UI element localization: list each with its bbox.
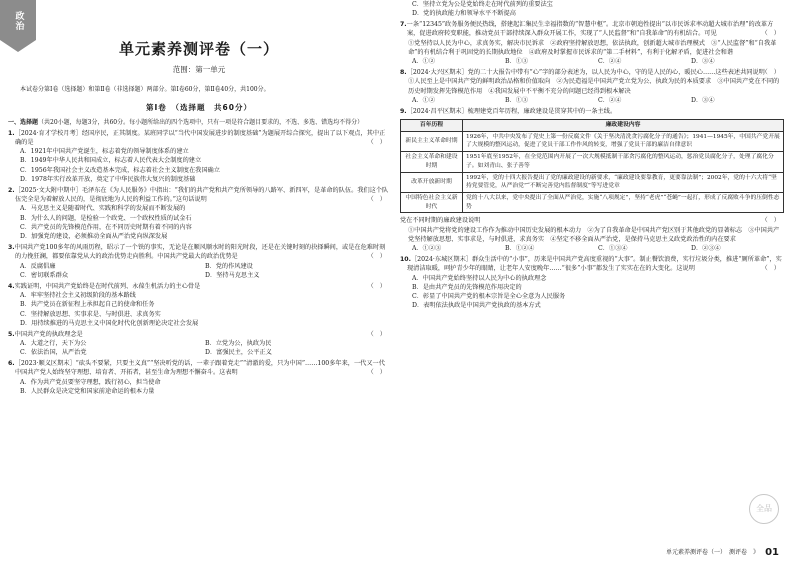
answer-option: C．坚持立党为公是党始终走在时代前列的重要法宝: [412, 1, 553, 8]
question-item: [400, 68, 784, 105]
answer-option: A．牢牢坚持社会主义初级阶段的基本路线: [20, 292, 136, 300]
page-footer: [666, 545, 779, 560]
table-cell: 党的十八大以来，党中央提出了全面从严治党，实施“八项规定”，坚持“老虎”“苍蝇”一起打，形成了反腐败斗争的压倒性态势: [463, 192, 784, 212]
answer-option-row: [400, 96, 784, 105]
answer-option: A．马克思主义是随着时代、实践和科学的发展而不断发展的: [20, 205, 186, 213]
question-text: ［2024·大兴区期末］党的二十大报告中带有“心”字的部分表述为，以人民为中心，守的是人民的心，暖民心……这些表述共同说明: [406, 69, 765, 77]
answer-option: C．依法治国，从严治党: [20, 349, 87, 357]
left-question-list: [8, 129, 390, 397]
exam-intro: 本试卷分第Ⅰ卷（选择题）和第Ⅱ卷（非选择题）两部分。第Ⅰ卷60分，第Ⅱ卷40分，共100分。: [20, 85, 270, 93]
answer-option: C．共产党员的先锋模范作用，在不同历史时期有着不同的内容: [20, 223, 192, 231]
question-text: 一条“12345”政务服务便民热线，搭建起汇集民生幸福指数的“智慧中枢”。北京市朝追性提出“以市民诉求率动超大城市治理”的改革方案，促进政府转变职能，推动党员干部持续深入群众开展工作，实现了“人民监督”和“自我革命”的有机结合。可见: [406, 21, 774, 38]
table-row: [401, 131, 784, 151]
table-header-cell: 百年历程: [401, 120, 463, 132]
question-number: 10.: [400, 255, 411, 263]
answer-option: B．1949年中华人民共和国成立，标志着人民代表大会制度的建立: [20, 157, 202, 165]
table-row: [401, 152, 784, 172]
answer-option: B．①③: [505, 96, 529, 104]
question-stem: [8, 282, 390, 291]
answer-bracket: （ ）: [761, 30, 780, 38]
question-stem: [400, 255, 784, 274]
answer-option: B．是由共产党员的先锋模范作用决定的: [412, 283, 522, 291]
answer-option: A．大道之行，天下为公: [20, 340, 87, 348]
question-stem: [8, 186, 390, 205]
answer-option: A．反腐倡廉: [20, 262, 56, 270]
question-number: 4.: [8, 282, 15, 290]
answer-option: C．②④: [598, 96, 622, 104]
table-header-cell: 廉政建设内容: [463, 120, 784, 132]
page-number: 01: [765, 547, 779, 558]
question-number: 6.: [8, 360, 15, 368]
answer-option: D．1978年实行改革开放，奠定了中华民族伟大复兴的制度基础: [20, 175, 196, 183]
answer-option: A．①②: [412, 96, 436, 104]
answer-bracket: （ ）: [367, 369, 386, 377]
question-text: 中国共产党的执政理念是: [14, 330, 83, 338]
answer-option: A．作为共产党员要坚守理想，践行初心，担当使命: [20, 378, 161, 386]
answer-bracket: （ ）: [367, 253, 386, 261]
question-stem: [8, 129, 390, 148]
answer-option-row: [8, 271, 390, 280]
question-item: [8, 243, 390, 280]
part1-title: 第Ⅰ卷 （选择题 共60分）: [146, 102, 252, 112]
answer-option: B．人民群众是决定党和国家前途命运的根本力量: [20, 388, 155, 396]
table-cell: 1992年，党的十四大报告提出了党的廉政建设的新要求，“廉政建设要靠教育，更要靠法制”；2002年，党的十六大将“坚持党要管党，从严治党”“不断完善党内监督制度”等写进党章: [463, 172, 784, 192]
question-number: 9.: [400, 107, 407, 115]
answer-bracket: （ ）: [367, 138, 386, 146]
answer-option: B．①②④: [505, 245, 535, 253]
table-cell: 1926年，中共中央发布了党史上第一份反腐文件《关于坚决清洗贪污腐化分子的通告》；1941—1945年，中国共产党开展了大规模的整风运动，促进了党员干部工作作风的转变，增强了党员干部的廉洁自律意识: [463, 131, 784, 151]
section-instructions-text: （共20小题，每题3分，共60分。每小题所给出的四个选项中，只有一项是符合题目要求的，不选、多选、错选均不得分）: [38, 119, 364, 126]
table-cell: 1951年底至1952年，在全党范围内开展了一次大规模抵制干部贪污腐化的整风运动，惩治党员腐化分子，处理了腐化分子。如刘青山、张子善等: [463, 152, 784, 172]
subject-label: 政治: [15, 12, 25, 32]
table-cell: 新民主主义革命时期: [401, 131, 463, 151]
answer-option: C．坚持解放思想、实事求是、与时俱进、求真务实: [20, 310, 161, 318]
question-item: [400, 107, 784, 254]
question-text: ［2024·东城区期末］群众生活中的“小事”，历来是中国共产党高度重视的“大事”。制止餐饮浪费，实行垃圾分类，推进“厕所革命”，实现清洁取暖，呵护青少年的眼睛，让老年人安度晚年……“很多”小事“都发生了实实在在的大变化。这说明: [407, 255, 782, 273]
data-table: [400, 119, 784, 213]
answer-bracket: （ ）: [367, 330, 386, 338]
question-stem: [400, 68, 784, 77]
question-text: ［2024·昌平区期末］梳理建党百年历程，廉政建设是贯穿其中的一条主线。: [406, 107, 617, 115]
answer-bracket: （ ）: [367, 282, 386, 290]
question-stem: [8, 359, 390, 378]
left-column: [8, 0, 390, 556]
answer-option: B．党的作风建设: [205, 262, 253, 270]
page-scope: 范围：第一单元: [172, 64, 226, 74]
answer-option-row: [8, 262, 390, 271]
watermark-stamp: [749, 494, 779, 524]
answer-option: D．富强民主，公平正义: [205, 349, 272, 357]
statement-list: ①党坚持以人民为中心，求真务实，解决市民诉求 ②政府坚持解放思想，依法执政，创新超大城市治理模式 ③“人民监督”和“自我革命”的有机结合利于巩固党的长期执政地位 ④政府及时掌握市民诉求的“第二手材料”，有利于化解矛盾，促进社会和谐: [408, 39, 777, 56]
answer-bracket: （ ）: [761, 217, 780, 225]
table-cell: 中国特色社会主义新时代: [401, 192, 463, 212]
question-text: ［2023·顺义区期末］“砍头不要紧，只要主义真”“坚决听党的话，一辈子跟着党走”“清澈的爱，只为中国”……100多年来，一代又一代中国共产党人始终坚守理想、培育者、开拓者，甚至生命为理想不懈奋斗。这表明: [14, 360, 385, 377]
answer-bracket: （ ）: [367, 196, 386, 204]
answer-option-row: [400, 57, 784, 66]
question-stem: [400, 107, 784, 116]
statement-list: ①人民至上是中国共产党的鲜明政治品格和价值取向 ②为民造福是中国共产党立党为公、执政为民的本质要求 ③中国共产党在不同的历史时期发挥先锋模范作用 ④我国发展中不平衡不充分的问题已经得到根本解决: [408, 78, 780, 95]
question-text: ［2025·文大附中期中］毛泽东在《为人民服务》中指出：“我们的共产党和共产党所领导的八路军、新四军，是革命的队伍。我们这个队伍完全是为着解放人民的，是彻底地为人民的利益工作的。”这句话说明: [14, 186, 389, 204]
answer-option: D．③④: [691, 96, 715, 104]
question-number: 3.: [8, 244, 15, 252]
question-text: 实践证明，中国共产党始终是在时代前列、永葆生机活力的主心骨是: [14, 282, 201, 290]
answer-option: D．党的执政能力和领导水平不断提高: [412, 10, 516, 18]
answer-option: A．①②③: [412, 245, 442, 253]
answer-option: C．密切联系群众: [20, 271, 69, 279]
answer-option: B．立党为公，执政为民: [205, 340, 272, 348]
statement-list: ①中国共产党将党的建设工作作为推动中国历史发展的根本动力 ②为了自我革命是中国共产党区别于其他政党的显著标志 ③中国共产党坚持解放思想、实事求是，与时俱进，求真务实 ④坚定不移全面从严治党，是保持马克思主义政党政治性的内在要求: [408, 226, 780, 243]
question-item: [8, 282, 390, 328]
answer-option: C．①③④: [598, 245, 628, 253]
question-stem: [8, 330, 390, 339]
question-number: 7.: [400, 21, 407, 29]
answer-option: D．加强党的建设，必须推动全面从严治党向纵深发展: [20, 233, 168, 241]
answer-option: D．③④: [691, 58, 715, 66]
question-item: [400, 255, 784, 311]
table-cell: 社会主义革命和建设时期: [401, 152, 463, 172]
table-cell: 改革开放新时期: [401, 172, 463, 192]
answer-option: C．1956年我国社会主义改造基本完成，标志着社会主义制度在我国确立: [20, 166, 220, 174]
question-stem: [400, 20, 784, 39]
answer-option: D．②③④: [691, 245, 721, 253]
table-row: [401, 192, 784, 212]
answer-option: B．为什么人的问题，是检验一个政党、一个政权性质的试金石: [20, 214, 192, 222]
answer-option: D．用持续推进的马克思主义中国化时代化创新理论决定社会发展: [20, 319, 199, 327]
answer-option-row: [400, 244, 784, 253]
footer-page-prefix: 》: [753, 549, 760, 556]
question-item: [8, 330, 390, 358]
answer-option: A．中国共产党始终坚持以人民为中心的执政理念: [412, 274, 547, 282]
table-row: [401, 172, 784, 192]
answer-option-row: [8, 339, 390, 348]
question-number: 1.: [8, 129, 15, 137]
right-question-list: [400, 20, 784, 311]
answer-option: B．①③: [505, 58, 529, 66]
stamp-text: 全品: [756, 504, 772, 513]
question-number: 2.: [8, 186, 15, 194]
header-block: [8, 38, 390, 75]
answer-bracket: （ ）: [761, 265, 780, 273]
section-label: 一、选择题: [8, 119, 39, 126]
question-followup: [400, 216, 784, 225]
table-header-row: [401, 120, 784, 132]
answer-option: C．②④: [598, 58, 622, 66]
question-text: ［2024·育才学校月考］经国序民，正其制度。某班同学以“当代中国发展进步的制度基础”为题展开综合探究，提出了以下观点，其中正确的是: [14, 129, 386, 146]
question-item: [8, 359, 390, 396]
right-column: [400, 0, 784, 556]
answer-bracket: （ ）: [761, 69, 780, 77]
question-number: 5.: [8, 330, 15, 338]
question-6-continued: [400, 0, 784, 19]
answer-option: A．①②: [412, 58, 436, 66]
answer-option-row: [8, 348, 390, 357]
question-item: [400, 20, 784, 66]
page-title: 单元素养测评卷（一）: [118, 40, 279, 58]
question-stem: [8, 243, 390, 262]
question-text: 中国共产党100多年的风雨历程，昭示了一个铁的事实，无论是在顺风顺水时的阳光时段，还是在关键时刻的抉择瞬间，或是在危难时刻的力挽狂澜，都要依靠党从大的政治优势走向胜利。中国共产党最大的政治优势是: [14, 244, 386, 261]
answer-option: B．共产党员在新征程上承担起自己的使命和任务: [20, 301, 155, 309]
answer-option: C．彰显了中国共产党的根本宗旨是全心全意为人民服务: [412, 293, 566, 301]
answer-option: D．坚持马克思主义: [205, 271, 260, 279]
footer-text: 单元素养测评卷（一） 测评卷: [666, 549, 748, 556]
answer-option: D．表明依法执政是中国共产党执政的基本方式: [412, 302, 541, 310]
answer-option: A．1921年中国共产党诞生，标志着党的领导制度体系的建立: [20, 148, 189, 156]
followup-text: 党在不同时期的廉政建设说明: [400, 217, 481, 225]
section-instructions: [8, 118, 390, 127]
question-number: 8.: [400, 69, 407, 77]
question-item: [8, 186, 390, 242]
question-item: [8, 129, 390, 185]
